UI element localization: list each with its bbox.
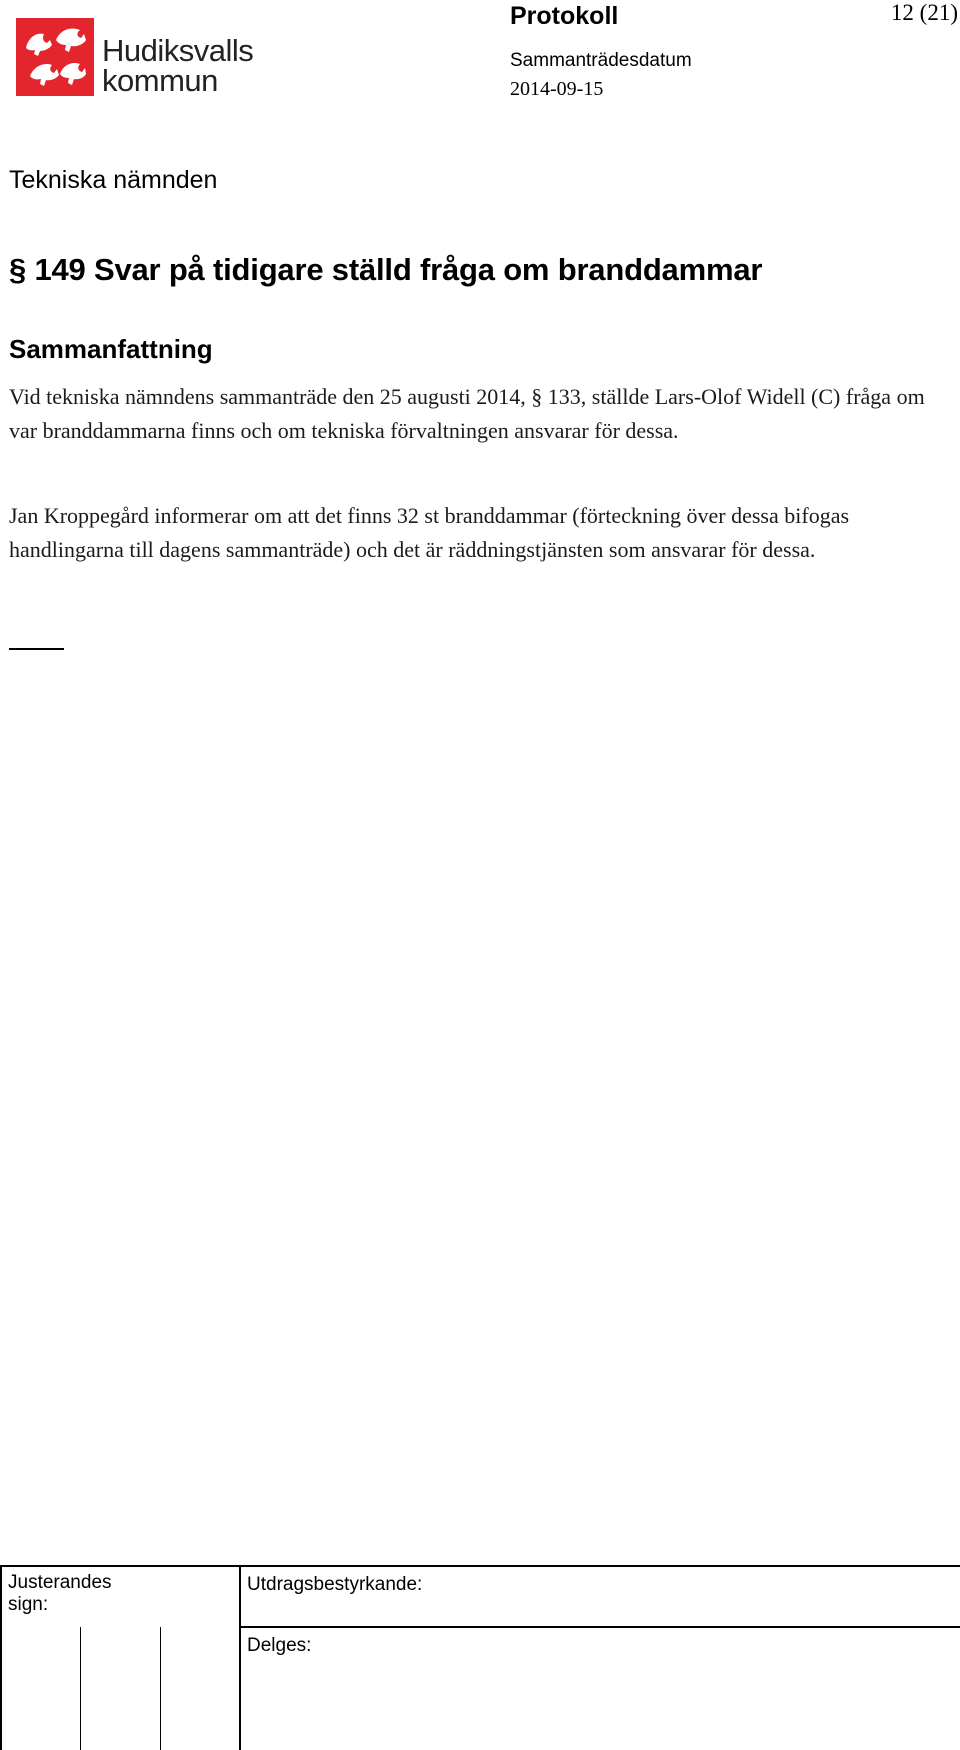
footer-column-divider: [239, 1565, 241, 1750]
paragraph-heading: § 149 Svar på tidigare ställd fråga om branddammar: [9, 252, 763, 287]
section-heading: Sammanfattning: [9, 334, 213, 364]
board-name: Tekniska nämnden: [9, 166, 218, 194]
logo-wordmark: [102, 33, 254, 98]
delivered-label: Delges:: [247, 1635, 312, 1656]
sign-box-divider: [80, 1627, 81, 1750]
logo-line-2: kommun: [102, 63, 218, 98]
footer-left-border: [0, 1565, 2, 1750]
extract-label: Utdragsbestyrkande:: [247, 1574, 423, 1595]
end-of-section-rule: [9, 648, 64, 650]
document-type: Protokoll: [510, 2, 619, 30]
footer-top-border: [0, 1565, 960, 1567]
goat-coat-of-arms-icon: [16, 18, 94, 96]
extract-box-divider: [240, 1626, 960, 1628]
body-paragraph: Jan Kroppegård informerar om att det finns 32 st branddammar (förteckning över dessa bifogas handlingarna till dagens sammanträde) och det är räddningstjänsten som ansvarar för dessa.: [9, 503, 850, 562]
signature-footer: [0, 1565, 960, 1750]
meeting-date: 2014-09-15: [510, 78, 604, 100]
page-number: 12 (21): [890, 0, 958, 25]
sign-box-divider: [160, 1627, 161, 1750]
meeting-date-label: Sammanträdesdatum: [510, 50, 692, 71]
sign-label: Justerandes sign:: [8, 1572, 112, 1615]
logo-line-1: Hudiksvalls: [102, 33, 254, 68]
body-paragraph: Vid tekniska nämndens sammanträde den 25 augusti 2014, § 133, ställde Lars-Olof Widell (C) fråga om var branddammarna finns och om tekniska förvaltningen ansvarar för dessa.: [9, 384, 925, 443]
municipality-logo: [16, 18, 261, 96]
